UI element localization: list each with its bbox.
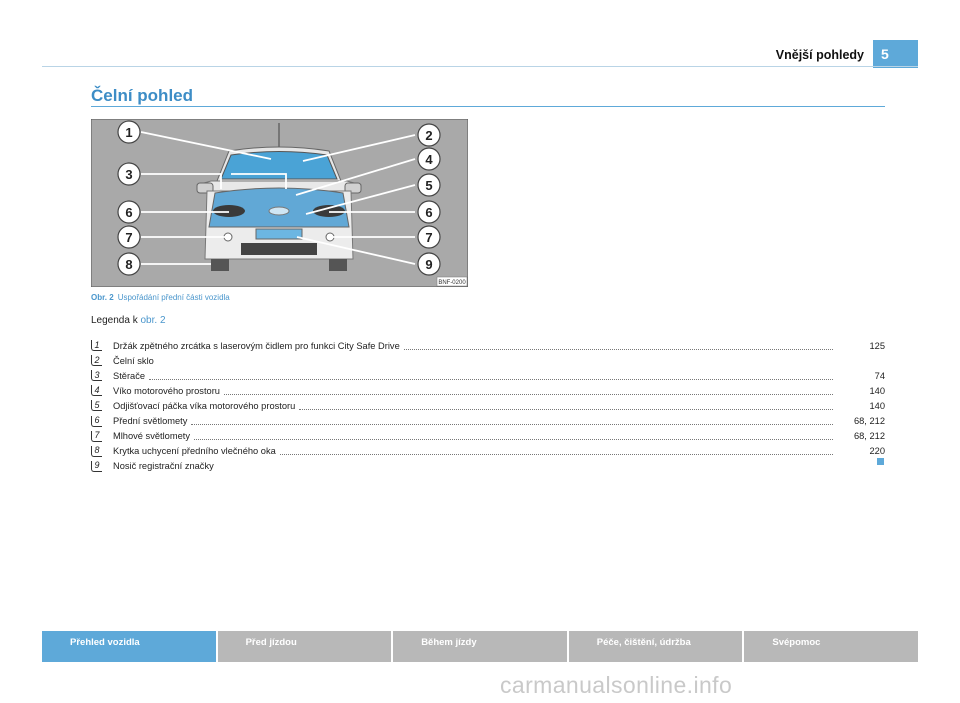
callout-5: 5: [425, 178, 433, 193]
item-text: Čelní sklo: [113, 355, 154, 366]
leader-dots: [194, 432, 833, 440]
item-number: 9: [91, 461, 102, 472]
tab-pred-jizdou[interactable]: Před jízdou: [218, 631, 392, 662]
page-reference[interactable]: 68, 212: [853, 431, 885, 442]
item-text: Držák zpětného zrcátka s laserovým čidlem pro funkci City Safe Drive: [113, 340, 400, 351]
list-item: [91, 459, 885, 474]
list-item: [91, 368, 885, 383]
item-text: Víko motorového prostoru: [113, 385, 220, 396]
page-reference[interactable]: 74: [874, 370, 885, 381]
item-text: Přední světlomety: [113, 416, 188, 427]
page-reference[interactable]: 125: [869, 340, 885, 351]
item-text: Nosič registrační značky: [113, 461, 214, 472]
header-divider: [42, 66, 918, 67]
list-item: [91, 413, 885, 428]
item-number: 2: [91, 355, 102, 366]
figure-caption: [91, 293, 230, 302]
leader-dots: [280, 447, 833, 455]
item-number: 4: [91, 385, 102, 396]
section-divider: [91, 106, 885, 107]
callout-2: 2: [425, 128, 433, 143]
callout-6-left: 6: [125, 205, 133, 220]
legend-heading: [91, 315, 166, 326]
chapter-title: Vnější pohledy: [775, 48, 864, 62]
item-number: 5: [91, 400, 102, 411]
car-front-illustration: [91, 119, 468, 287]
chapter-navigation: [42, 631, 918, 662]
tab-svepomoc[interactable]: Svépomoc: [744, 631, 918, 662]
figure-caption-label: Obr. 2: [91, 293, 114, 302]
item-number: 7: [91, 431, 102, 442]
page-reference[interactable]: 140: [869, 385, 885, 396]
callout-1: 1: [125, 125, 133, 140]
leader-dots: [404, 342, 833, 350]
page-reference[interactable]: 220: [869, 446, 885, 457]
item-text: Stěrače: [113, 370, 146, 381]
end-of-section-marker: [877, 458, 884, 465]
item-number: 6: [91, 416, 102, 427]
section-title: Čelní pohled: [91, 86, 193, 105]
leader-dots: [149, 372, 833, 380]
item-text: Odjišťovací páčka víka motorového prostoru: [113, 400, 296, 411]
watermark: carmanualsonline.info: [500, 672, 733, 698]
legend-list: [91, 338, 885, 474]
page-reference[interactable]: 140: [869, 400, 885, 411]
list-item: [91, 429, 885, 444]
item-number: 1: [91, 340, 102, 351]
leader-dots: [191, 417, 833, 425]
callout-4: 4: [425, 152, 433, 167]
tab-pece-cisteni-udrzba[interactable]: Péče, čištění, údržba: [569, 631, 743, 662]
leader-dots: [224, 387, 833, 395]
item-text: Mlhové světlomety: [113, 431, 190, 442]
tab-prehled-vozidla[interactable]: Přehled vozidla: [42, 631, 216, 662]
list-item: [91, 353, 885, 368]
item-number: 3: [91, 370, 102, 381]
figure-caption-text: Uspořádání přední části vozidla: [117, 293, 230, 302]
callout-7-left: 7: [125, 230, 133, 245]
callout-9: 9: [425, 257, 433, 272]
item-number: 8: [91, 446, 102, 457]
tab-behem-jizdy[interactable]: Během jízdy: [393, 631, 567, 662]
list-item: [91, 338, 885, 353]
list-item: [91, 444, 885, 459]
item-text: Krytka uchycení předního vlečného oka: [113, 446, 276, 457]
callout-6-right: 6: [425, 205, 433, 220]
leader-dots: [299, 402, 833, 410]
callout-3: 3: [125, 167, 133, 182]
legend-label: Legenda k: [91, 315, 138, 326]
figure-reference-link[interactable]: obr. 2: [140, 315, 166, 326]
page-number: 5: [873, 40, 918, 68]
list-item: [91, 398, 885, 413]
figure-code: BNF-0200: [438, 280, 466, 286]
callout-8: 8: [125, 257, 133, 272]
list-item: [91, 383, 885, 398]
callout-7-right: 7: [425, 230, 433, 245]
page-reference[interactable]: 68, 212: [853, 416, 885, 427]
